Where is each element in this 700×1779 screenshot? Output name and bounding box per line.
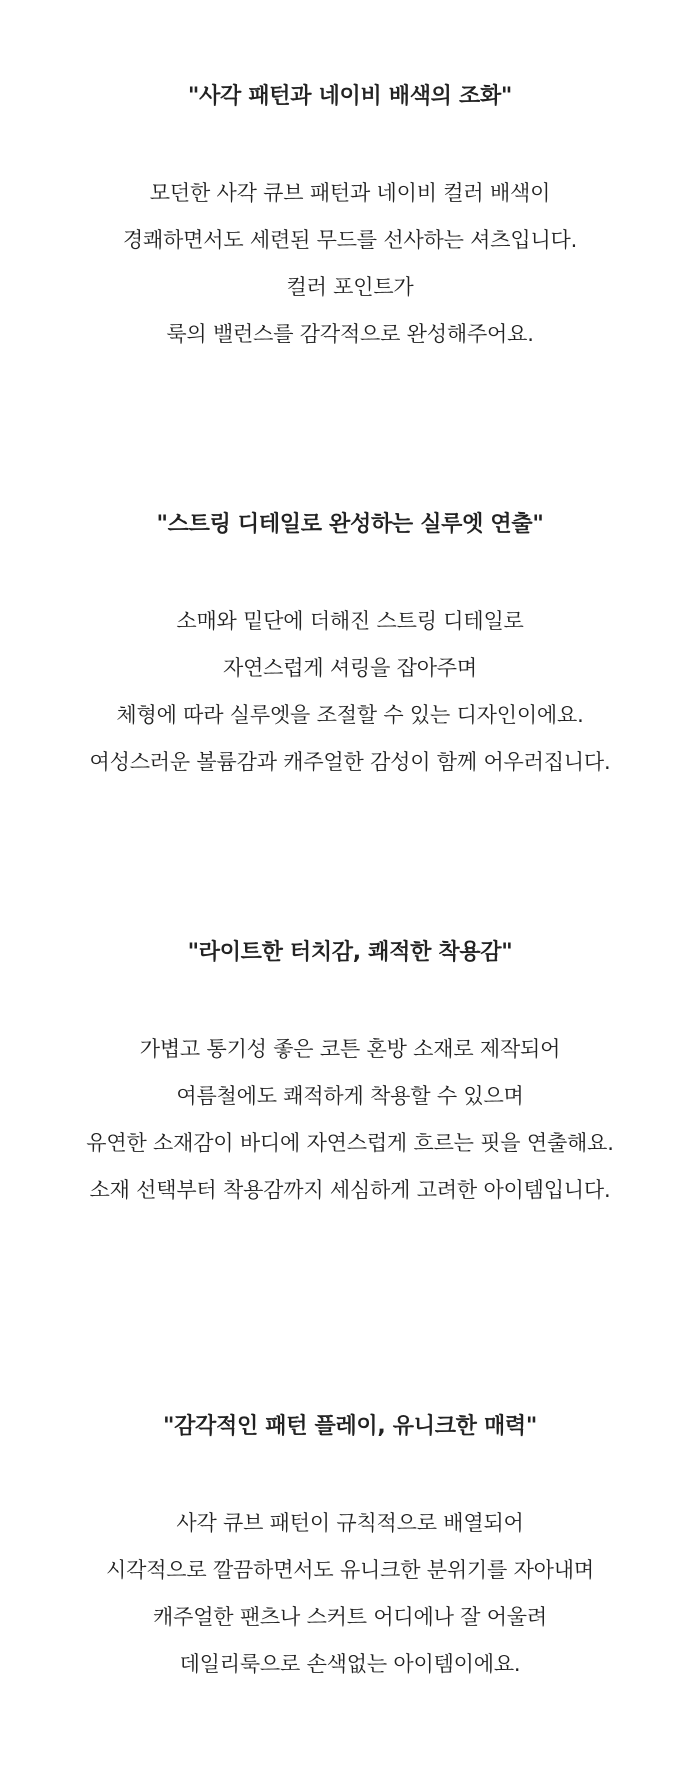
body-line: 데일리룩으로 손색없는 아이템이에요. (179, 1652, 521, 1676)
section-body (0, 598, 700, 786)
body-line: 가볍고 통기성 좋은 코튼 혼방 소재로 제작되어 (139, 1037, 561, 1061)
description-section-pattern-play (0, 1412, 700, 1688)
body-line: 모던한 사각 큐브 패턴과 네이비 컬러 배색이 (149, 181, 551, 205)
body-line: 여름철에도 쾌적하게 착용할 수 있으며 (176, 1084, 524, 1108)
body-line: 컬러 포인트가 (286, 275, 414, 299)
section-heading: "스트링 디테일로 완성하는 실루엣 연출" (156, 512, 544, 537)
section-body (0, 1026, 700, 1214)
section-heading: "사각 패턴과 네이비 배색의 조화" (187, 84, 513, 109)
description-section-pattern (0, 82, 700, 358)
description-section-string-detail (0, 510, 700, 786)
body-line: 사각 큐브 패턴이 규칙적으로 배열되어 (176, 1511, 524, 1535)
body-line: 자연스럽게 셔링을 잡아주며 (223, 656, 477, 680)
section-heading: "라이트한 터치감, 쾌적한 착용감" (187, 940, 513, 965)
body-line: 룩의 밸런스를 감각적으로 완성해주어요. (166, 322, 534, 346)
section-heading: "감각적인 패턴 플레이, 유니크한 매력" (162, 1414, 538, 1439)
body-line: 경쾌하면서도 세련된 무드를 선사하는 셔츠입니다. (122, 228, 578, 252)
body-line: 소재 선택부터 착용감까지 세심하게 고려한 아이템입니다. (89, 1178, 611, 1202)
description-section-fabric (0, 938, 700, 1214)
body-line: 소매와 밑단에 더해진 스트링 디테일로 (176, 609, 524, 633)
body-line: 여성스러운 볼륨감과 캐주얼한 감성이 함께 어우러집니다. (89, 750, 611, 774)
body-line: 캐주얼한 팬츠나 스커트 어디에나 잘 어울려 (153, 1605, 547, 1629)
section-body (0, 170, 700, 358)
body-line: 체형에 따라 실루엣을 조절할 수 있는 디자인이에요. (116, 703, 584, 727)
section-body (0, 1500, 700, 1688)
body-line: 유연한 소재감이 바디에 자연스럽게 흐르는 핏을 연출해요. (86, 1131, 614, 1155)
body-line: 시각적으로 깔끔하면서도 유니크한 분위기를 자아내며 (106, 1558, 594, 1582)
